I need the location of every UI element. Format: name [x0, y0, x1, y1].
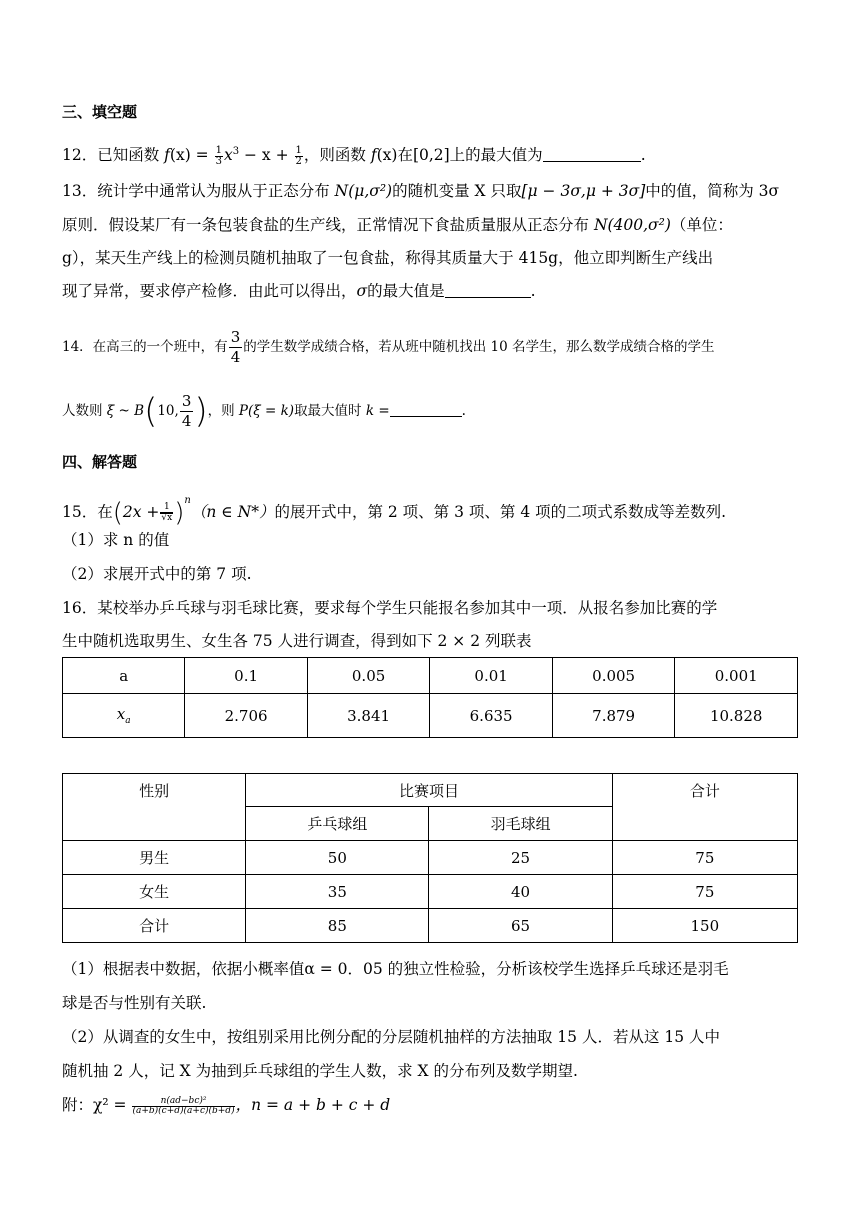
question-15: 15．在(2x + $\frac{1}{√x}$ )$^n$（n ∈ N*）的展开式中，第 2 项、第 3 项、第 4 项的二项式系数成等差数列. [62, 495, 727, 528]
table-cell: 3.841 [307, 694, 430, 738]
table-row [63, 694, 798, 738]
table-cell: 25 [429, 841, 612, 875]
table-cell: 40 [429, 875, 612, 909]
q13-text-f: 现了异常，要求停产检修．由此可以得出， [62, 282, 357, 300]
section-title-solutions: 四、解答题 [62, 453, 138, 471]
q13-interval: [μ − 3σ,μ + 3σ] [521, 182, 646, 200]
question-13-line-2 [62, 214, 733, 236]
question-12 [62, 141, 646, 167]
section-title-fill-blank: 三、填空题 [62, 103, 138, 121]
q13-sigma: σ [356, 282, 368, 300]
q12-f2: f [370, 146, 377, 165]
q13-text-e: （单位： [670, 216, 733, 234]
q16-part-1-line-2: 球是否与性别有关联. [62, 994, 207, 1012]
q12-fx: (x) = [169, 146, 209, 165]
table-cell: 65 [429, 909, 612, 943]
q14-prob: P(ξ = k) [238, 403, 295, 419]
table-cell: 男生 [63, 841, 246, 875]
q12-frac-1-2: $\frac{1}{2}$ [295, 144, 302, 167]
table-cell: 150 [612, 909, 797, 943]
table-cell: 0.001 [675, 658, 798, 694]
q12-answer-blank[interactable] [543, 146, 641, 162]
q14-frac-3-4: $\frac{3}{4}$ [230, 328, 241, 366]
question-13-line-4 [62, 280, 536, 302]
q13-text-a: 13．统计学中通常认为服从于正态分布 [62, 182, 335, 200]
table-row [63, 658, 798, 694]
table-header-project: 比赛项目 [246, 774, 612, 807]
q15-frac: $\frac{1}{√x}$ [161, 502, 173, 523]
table-cell: 0.005 [552, 658, 675, 694]
table-row [63, 841, 798, 875]
table-row [63, 909, 798, 943]
q14-b-arg: 10, [157, 403, 179, 419]
table-cell: 10.828 [675, 694, 798, 738]
table-cell: 合计 [63, 909, 246, 943]
table-cell: 2.706 [185, 694, 308, 738]
q14-text-c: 人数则 [62, 403, 107, 419]
q16-line-1: 16．某校举办乒乓球与羽毛球比赛，要求每个学生只能报名参加其中一项．从报名参加比赛的学 [62, 599, 718, 617]
table-cell: 75 [612, 875, 797, 909]
table-row [63, 875, 798, 909]
q13-text-d: 原则．假设某厂有一条包装食盐的生产线，正常情况下食盐质量服从正态分布 [62, 216, 594, 234]
table-cell: 0.1 [185, 658, 308, 694]
table-header-gender: 性别 [63, 774, 246, 841]
table-cell: 0.05 [307, 658, 430, 694]
q13-normal2: N(400,σ²) [593, 216, 671, 234]
q13-text-b: 的随机变量 X 只取 [392, 182, 522, 200]
q14-distribution: ξ ~ B [106, 403, 145, 419]
chi-square-formula: $\frac{\text{n(ad−bc)²}}{(a+b)(c+d)(a+c)(b+d)}$ [132, 1095, 235, 1116]
q12-mid: − x + [239, 146, 289, 165]
q15-text: 的展开式中，第 2 项、第 3 项、第 4 项的二项式系数成等差数列. [274, 503, 727, 521]
table-cell: 85 [246, 909, 429, 943]
q15-prefix: 15．在 [62, 503, 113, 521]
contingency-table [62, 773, 798, 943]
q15-part-1: （1）求 n 的值 [62, 531, 170, 549]
question-13-line-3: g），某天生产线上的检测员随机抽取了一包食盐，称得其质量大于 415g，他立即判断生产线出 [62, 249, 714, 267]
q12-fx2: (x) [376, 146, 398, 165]
q12-end: . [640, 146, 646, 165]
table-row [63, 774, 798, 807]
q13-end: . [530, 282, 536, 300]
table-cell: 35 [246, 875, 429, 909]
formula-tail: ，n = a + b + c + d [235, 1096, 391, 1114]
q12-text3: 在[0,2]上的最大值为 [397, 146, 543, 165]
table-cell: 女生 [63, 875, 246, 909]
table-cell: 0.01 [430, 658, 553, 694]
q13-text-c: 中的值，简称为 3σ [645, 182, 780, 200]
table-cell: 7.879 [552, 694, 675, 738]
table-header-badminton: 羽毛球组 [429, 807, 612, 841]
q16-part-2-line-2: 随机抽 2 人，记 X 为抽到乒乓球组的学生人数，求 X 的分布列及数学期望. [62, 1062, 578, 1080]
q12-x: x [223, 146, 233, 165]
table-cell: a [63, 658, 185, 694]
q16-part-2-line-1: （2）从调查的女生中，按组别采用比例分配的分层随机抽样的方法抽取 15 人．若从这 15 人中 [62, 1028, 721, 1046]
q16-part-1-line-1: （1）根据表中数据，依据小概率值α = 0．05 的独立性检验，分析该校学生选择乒乓球还是羽毛 [62, 960, 729, 978]
q15-part-2: （2）求展开式中的第 7 项. [62, 565, 252, 583]
appendix-label: 附：χ² = [62, 1096, 127, 1114]
q12-prefix: 12．已知函数 [62, 146, 165, 165]
q15-cond: （n ∈ N*） [190, 503, 275, 521]
question-13-line-1 [62, 180, 779, 202]
table-cell-xa: $x_a$ [63, 694, 185, 738]
q13-text-g: 的最大值是 [367, 282, 445, 300]
critical-value-table [62, 657, 798, 738]
q14-text-a: 14．在高三的一个班中，有 [62, 339, 228, 355]
table-cell: 6.635 [430, 694, 553, 738]
q12-text2: ，则函数 [303, 146, 371, 165]
q15-expr: 2x + [122, 503, 160, 521]
q16-appendix [62, 1094, 390, 1116]
q14-text-e: 取最大值时 [294, 403, 366, 419]
table-cell: 50 [246, 841, 429, 875]
q14-end: . [461, 403, 466, 419]
q12-frac-1-3: $\frac{1}{3}$ [215, 144, 222, 167]
q12-f: f [164, 146, 170, 165]
question-14-line-2: 人数则 ξ ~ B(10, $\frac{3}{4}$ )，则 P(ξ = k)取最大值时 k = . [62, 391, 466, 432]
table-cell: 75 [612, 841, 797, 875]
q14-answer-blank[interactable] [390, 401, 462, 417]
q16-line-2: 生中随机选取男生、女生各 75 人进行调查，得到如下 2 × 2 列联表 [62, 632, 532, 650]
table-header-pingpong: 乒乓球组 [246, 807, 429, 841]
q13-normal: N(μ,σ²) [334, 182, 393, 200]
q13-answer-blank[interactable] [445, 282, 531, 298]
q14-text-b: 的学生数学成绩合格，若从班中随机找出 10 名学生，那么数学成绩合格的学生 [243, 339, 715, 355]
table-header-total: 合计 [612, 774, 797, 841]
question-14-line-1 [62, 330, 715, 365]
q12-exp: 3 [232, 146, 240, 157]
q14-k: k = [365, 403, 390, 419]
q14-frac-b: $\frac{3}{4}$ [181, 392, 192, 430]
q15-exp: n [184, 495, 191, 506]
q14-text-d: ，则 [207, 403, 239, 419]
